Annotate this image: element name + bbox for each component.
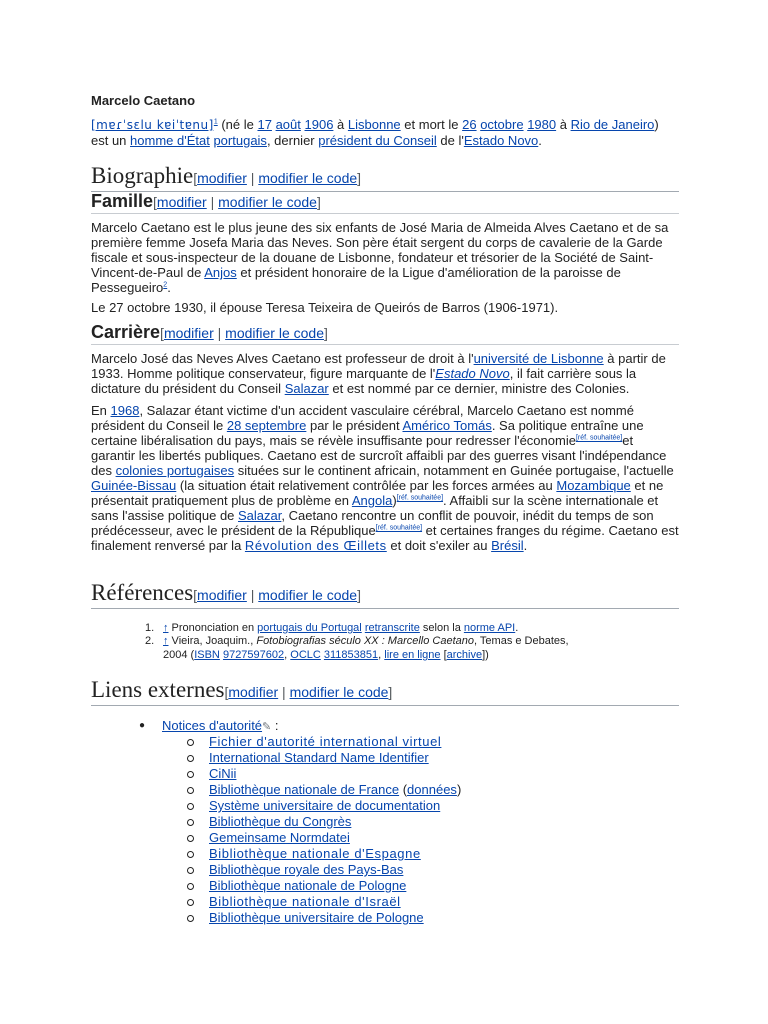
list-item — [209, 766, 609, 781]
link-viaf[interactable]: Fichier d'autorité international virtuel — [209, 734, 442, 749]
ref-1[interactable]: 1 — [213, 118, 218, 126]
heading-text: Carrière — [91, 322, 161, 342]
link-gnd[interactable]: Gemeinsame Normdatei — [209, 830, 350, 845]
link-oclc-number[interactable]: 311853851 — [323, 649, 379, 661]
text: de l' — [436, 133, 464, 148]
list-item — [209, 846, 609, 861]
link-1968[interactable]: 1968 — [110, 403, 140, 418]
text: et est nommé par ce dernier, ministre des Colonies. — [328, 381, 630, 396]
text: situées sur le continent africain, notamment en Guinée portugaise, l'actuelle — [234, 463, 674, 478]
link-day-17[interactable]: 17 — [257, 117, 272, 132]
text: par le président — [306, 418, 403, 433]
bullet — [187, 755, 194, 762]
link-homme-etat[interactable]: homme d'État — [130, 133, 210, 148]
intro-paragraph — [91, 117, 679, 148]
text: et certaines franges du régime. Caetano est finalement renversé par la — [91, 523, 679, 553]
text: à — [333, 117, 348, 132]
ref-2[interactable]: 2 — [163, 281, 168, 289]
list-item — [209, 830, 609, 845]
link-bnf[interactable]: Bibliothèque nationale de France — [209, 782, 400, 797]
link-bnf-donnees[interactable]: données — [407, 782, 457, 797]
link-retranscrite[interactable]: retranscrite — [364, 622, 420, 634]
text: et ne présentait pratiquement plus de problème en — [91, 478, 664, 508]
text: . Sa politique entraîne une certaine libéralisation du pays, mais se révèle insuffisante pour redresser l'économie — [91, 418, 644, 448]
bullet — [187, 915, 194, 922]
modifier-link[interactable]: modifier — [228, 684, 279, 700]
text: (la situation était relativement contrôlée par les forces armées au — [176, 478, 557, 493]
text: et mort le — [400, 117, 463, 132]
bullet — [187, 867, 194, 874]
link-americo-tomas[interactable]: Américo Tomás — [402, 418, 492, 433]
link-anjos[interactable]: Anjos — [204, 265, 237, 280]
list-item: Bibliothèque nationale de France (données) — [209, 782, 609, 797]
book-title: Fotobiografias século XX : Marcello Caetano — [256, 635, 475, 647]
link-portugais-portugal[interactable]: portugais du Portugal — [257, 622, 362, 634]
bullet — [187, 803, 194, 810]
text: et président honoraire de la Ligue d'amélioration de la paroisse de Pessegueiro — [91, 265, 621, 295]
heading-text: Références — [91, 580, 194, 605]
text: . — [515, 622, 519, 634]
modifier-link[interactable]: modifier — [156, 194, 207, 210]
famille-paragraph-2: Le 27 octobre 1930, il épouse Teresa Teixeira de Queirós de Barros (1906-1971). — [91, 300, 559, 315]
bullet — [187, 787, 194, 794]
ref-back-arrow[interactable]: ↑ — [163, 635, 169, 647]
link-lisbonne[interactable]: Lisbonne — [347, 117, 401, 132]
bullet: ● — [139, 720, 146, 731]
ref-souhaitee[interactable]: [réf. souhaitée] — [575, 434, 623, 442]
list-item — [209, 814, 609, 829]
text: . Affaibli sur la scène internationale et sans l'assise politique de — [91, 493, 659, 523]
bullet — [187, 899, 194, 906]
text: (né le — [217, 117, 258, 132]
heading-biographie — [91, 163, 679, 192]
link-angola[interactable]: Angola — [351, 493, 393, 508]
text: est un — [91, 133, 131, 148]
edit-links: [modifier | modifier le code] — [193, 170, 362, 186]
text: à partir de 1933. Homme politique conservateur, figure marquante de l' — [91, 351, 666, 381]
text: Marcelo Caetano est le plus jeune des six enfants de José Maria de Almeida Alves Caetano et de sa première femme Josefa Maria das Neves. Son père était sergent du corps de cavalerie de la Garde fiscale et sous-inspecteur de la douane de Lisbonne, fondateur et trésorier de la Société de Saint-Vincent-de-Paul de — [91, 220, 669, 280]
link-isbn[interactable]: ISBN — [194, 649, 220, 661]
link-28-septembre[interactable]: 28 septembre — [226, 418, 307, 433]
text: , dernier — [266, 133, 319, 148]
text: , il fait carrière sous la dictature du président du Conseil — [91, 366, 637, 396]
text: . — [167, 280, 171, 295]
bullet — [187, 819, 194, 826]
text: : — [271, 718, 279, 733]
carriere-paragraph-2 — [91, 403, 679, 553]
reference-item — [145, 621, 583, 635]
modifier-code-link[interactable]: modifier le code — [218, 194, 317, 210]
ref-number: 1. — [145, 622, 155, 634]
link-oclc[interactable]: OCLC — [290, 649, 321, 661]
link-salazar[interactable]: Salazar — [238, 508, 282, 523]
text: Marcelo José das Neves Alves Caetano est professeur de droit à l' — [91, 351, 474, 366]
bullet — [187, 739, 194, 746]
text: En — [91, 403, 111, 418]
link-notices-autorite[interactable]: Notices d'autorité — [162, 718, 263, 733]
text: et garantir les libertés publiques. Caetano est de surcroît affaibli par des guerres visant l'indépendance des — [91, 433, 667, 478]
heading-carriere — [91, 321, 679, 345]
edit-links: [modifier | modifier le code] — [160, 325, 328, 341]
link-1980[interactable]: 1980 — [527, 117, 557, 132]
link-norme-api[interactable]: norme API — [463, 622, 516, 634]
link-bn-pologne[interactable]: Bibliothèque nationale de Pologne — [209, 878, 407, 893]
list-item — [209, 734, 609, 749]
link-isni[interactable]: International Standard Name Identifier — [209, 750, 429, 765]
heading-famille — [91, 190, 679, 214]
link-lire-en-ligne[interactable]: lire en ligne — [384, 649, 441, 661]
modifier-code-link[interactable]: modifier le code — [289, 684, 389, 700]
bullet — [187, 883, 194, 890]
notices-autorite — [139, 718, 582, 925]
text: Vieira, Joaquim., — [168, 635, 257, 647]
list-item — [209, 910, 609, 925]
text: , Caetano rencontre un conflit de pouvoir, inédit du temps de son prédécesseur, avec le président de la République — [91, 508, 654, 538]
link-bne[interactable]: Bibliothèque nationale d'Espagne — [209, 846, 421, 861]
link-portugais[interactable]: portugais — [213, 133, 267, 148]
link-cinii[interactable]: CiNii — [209, 766, 237, 781]
text: à — [556, 117, 571, 132]
ref-number: 2. — [145, 635, 155, 647]
link-sudoc[interactable]: Système universitaire de documentation — [209, 798, 441, 813]
edit-links: [modifier | modifier le code] — [153, 194, 321, 210]
heading-text: Liens externes — [91, 677, 225, 702]
link-president-conseil[interactable]: président du Conseil — [318, 133, 437, 148]
ref-souhaitee[interactable]: [réf. souhaitée] — [396, 494, 444, 502]
ref-back-arrow[interactable]: ↑ — [163, 622, 169, 634]
pencil-icon[interactable]: ✎ — [262, 721, 272, 733]
link-salazar[interactable]: Salazar — [284, 381, 329, 396]
carriere-paragraph-1 — [91, 351, 679, 396]
link-nli[interactable]: Bibliothèque nationale d'Israël — [209, 894, 401, 909]
list-item — [209, 894, 609, 909]
modifier-code-link[interactable]: modifier le code — [258, 170, 358, 186]
link-loc[interactable]: Bibliothèque du Congrès — [209, 814, 352, 829]
link-octobre[interactable]: octobre — [480, 117, 524, 132]
link-isbn-number[interactable]: 9727597602 — [222, 649, 285, 661]
link-archive[interactable]: archive — [446, 649, 483, 661]
text: selon la — [419, 622, 464, 634]
bullet — [187, 835, 194, 842]
text: , Temas e Debates, 2004 ( — [163, 635, 569, 661]
link-universite-lisbonne[interactable]: université de Lisbonne — [473, 351, 604, 366]
modifier-link[interactable]: modifier — [197, 170, 247, 186]
link-guinee-bissau[interactable]: Guinée-Bissau — [91, 478, 177, 493]
link-1906[interactable]: 1906 — [304, 117, 334, 132]
heading-liens-externes — [91, 677, 679, 706]
text: , Salazar étant victime d'un accident vasculaire cérébral, Marcelo Caetano est nommé président du Conseil le — [91, 403, 634, 433]
reference-item: 2. ↑ Vieira, Joaquim., Fotobiografias século XX : Marcello Caetano, Temas e Debates, 2004 (ISBN 9727597602, OCLC 311853851, lire en ligne [archive]) — [145, 635, 569, 661]
link-rio[interactable]: Rio de Janeiro — [570, 117, 655, 132]
text: Prononciation en — [168, 622, 258, 634]
modifier-link[interactable]: modifier — [163, 325, 214, 341]
modifier-link[interactable]: modifier — [197, 587, 247, 603]
ref-souhaitee[interactable]: [réf. souhaitée] — [375, 524, 423, 532]
modifier-code-link[interactable]: modifier le code — [258, 587, 358, 603]
link-estado-novo[interactable]: Estado Novo — [435, 366, 510, 381]
link-colonies-portugaises[interactable]: colonies portugaises — [115, 463, 235, 478]
text: ) — [654, 117, 659, 132]
link-aout[interactable]: août — [275, 117, 301, 132]
page-title: Marcelo Caetano — [91, 93, 196, 108]
text: . — [538, 133, 542, 148]
text: et doit s'exiler au — [386, 538, 492, 553]
bullet — [187, 771, 194, 778]
list-item — [209, 878, 609, 893]
link-mozambique[interactable]: Mozambique — [556, 478, 631, 493]
list-item — [209, 862, 609, 877]
link-day-26[interactable]: 26 — [462, 117, 477, 132]
link-estado-novo[interactable]: Estado Novo — [463, 133, 539, 148]
link-nukat[interactable]: Bibliothèque universitaire de Pologne — [209, 910, 424, 925]
link-kb[interactable]: Bibliothèque royale des Pays-Bas — [209, 862, 404, 877]
bullet — [187, 851, 194, 858]
edit-links: [modifier | modifier le code] — [193, 587, 361, 603]
modifier-code-link[interactable]: modifier le code — [225, 325, 324, 341]
list-item — [209, 798, 609, 813]
edit-links: [modifier | modifier le code] — [224, 684, 393, 700]
link-bresil[interactable]: Brésil — [491, 538, 524, 553]
link-revolution-oeillets[interactable]: Révolution des Œillets — [244, 538, 387, 553]
heading-text: Biographie — [91, 163, 194, 188]
heading-text: Famille — [91, 191, 154, 211]
ipa-pronunciation[interactable]: [mɐɾˈsɛlu kɐiˈtɐnu] — [91, 118, 214, 132]
text: . — [523, 538, 528, 553]
heading-references — [91, 580, 679, 609]
famille-paragraph-1 — [91, 220, 679, 295]
text: ) — [392, 493, 397, 508]
list-item — [209, 750, 609, 765]
